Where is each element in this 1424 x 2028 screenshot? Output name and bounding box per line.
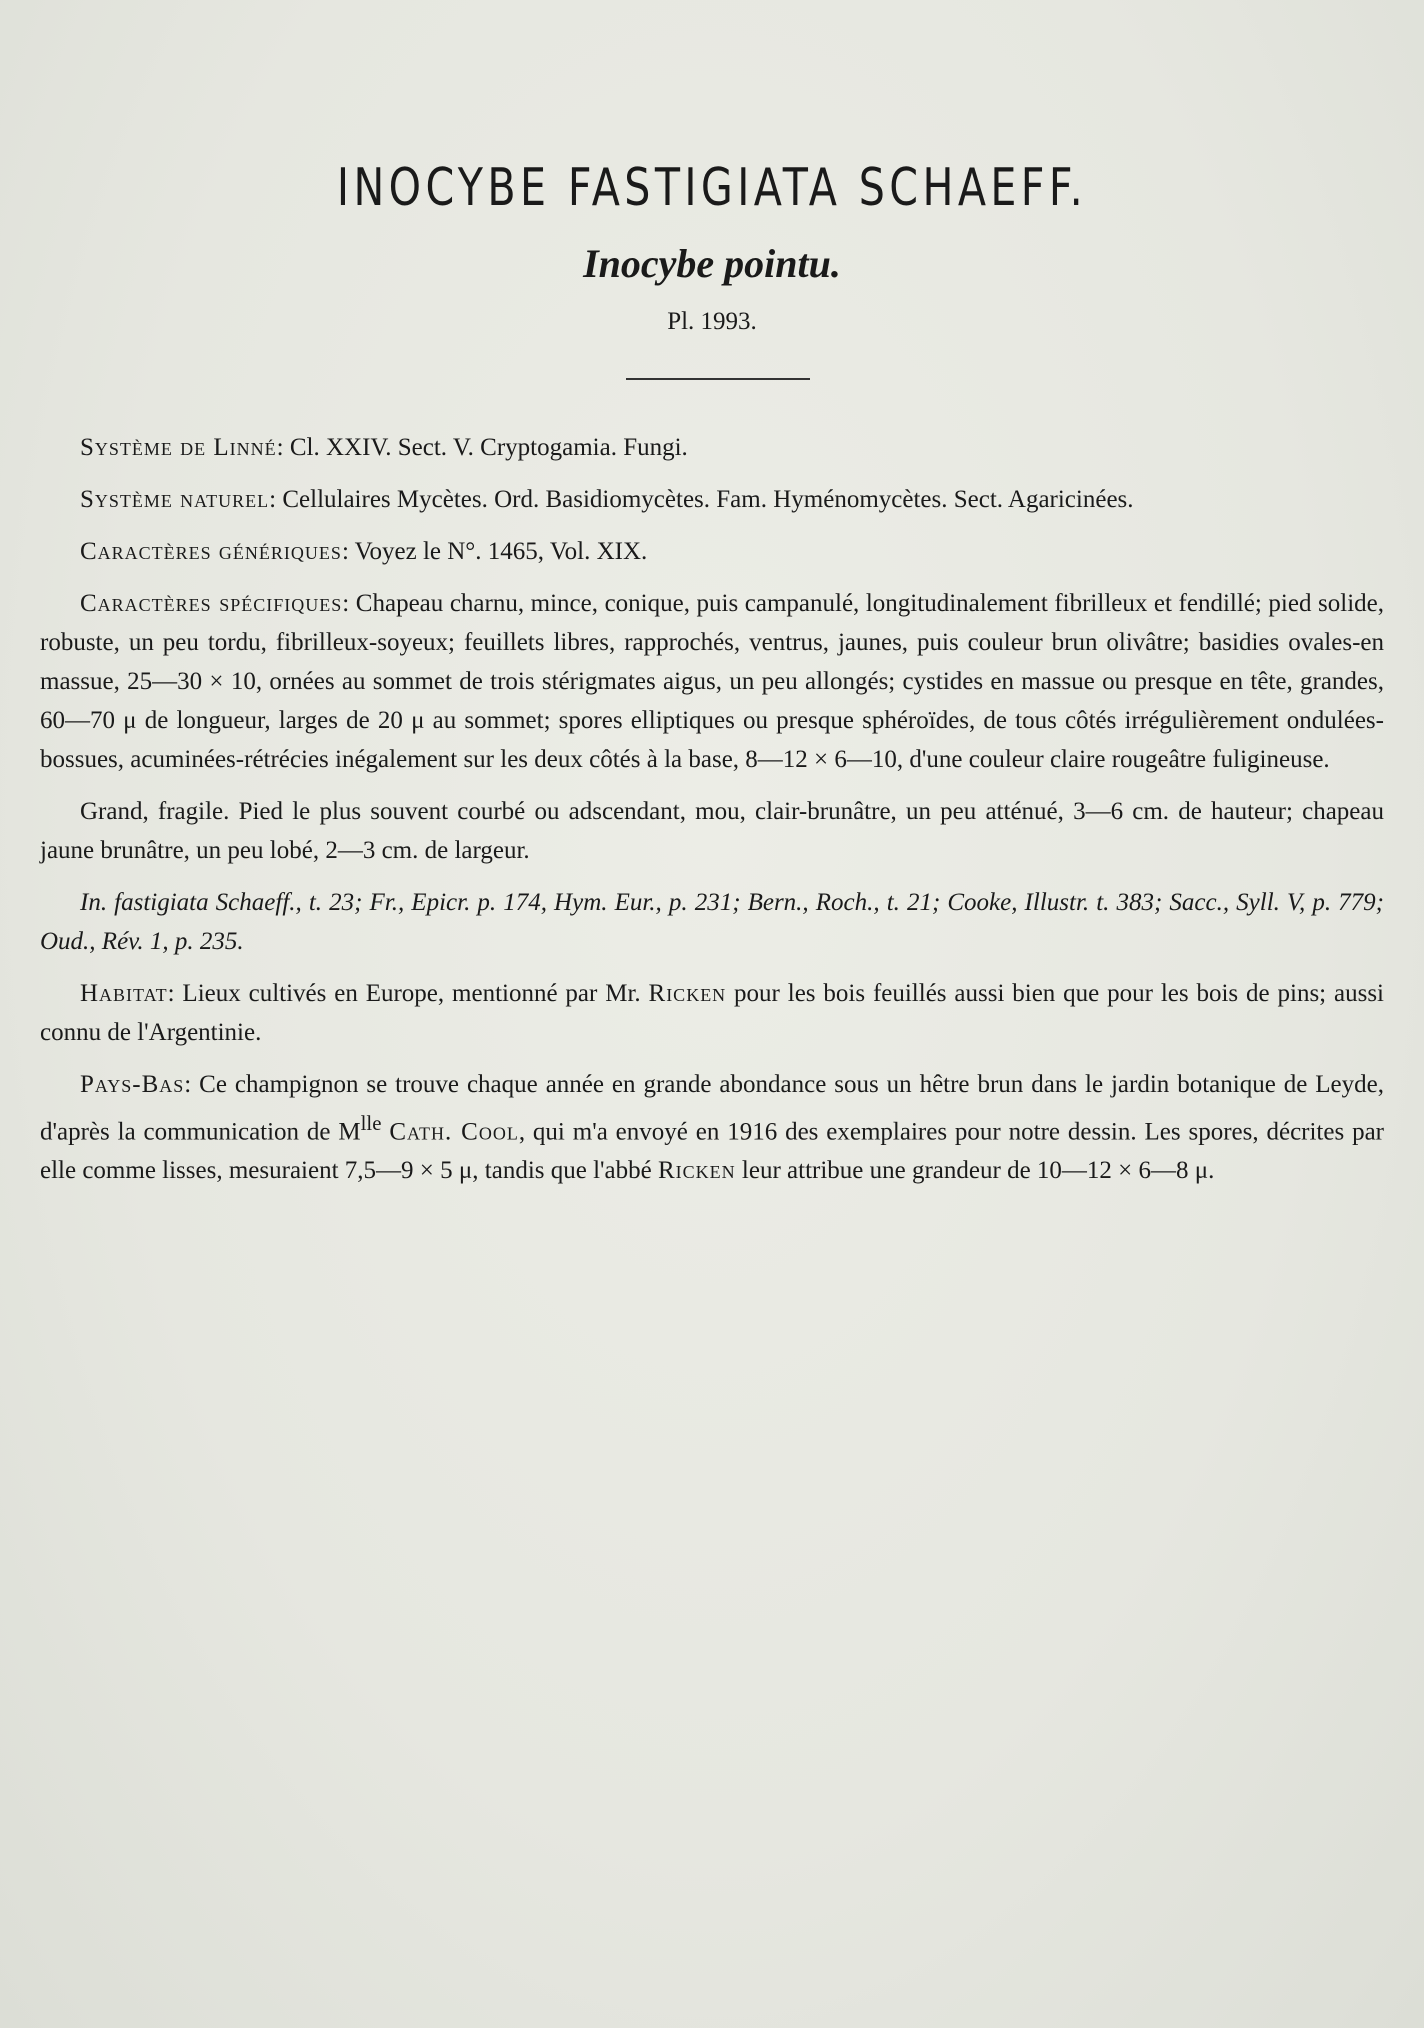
label-naturel: Système naturel [80, 486, 270, 513]
name-cath-cool: Cath. Cool [389, 1118, 519, 1146]
document-body [40, 428, 1384, 1203]
label-linne: Système de Linné [80, 434, 277, 461]
paragraph-references: In. fastigiata Schaeff., t. 23; Fr., Epicr. p. 174, Hym. Eur., p. 231; Bern., Roch., t. 21; Cooke, Illustr. t. 383; Sacc., Syll. V, p. 779; Oud., Rév. 1, p. 235. [40, 889, 1384, 955]
paragraph-habitat [40, 974, 1384, 1052]
paragraph-description: Grand, fragile. Pied le plus souvent courbé ou adscendant, mou, clair-brunâtre, un peu atténué, 3—6 cm. de hauteur; chapeau jaune brunâtre, un peu lobé, 2—3 cm. de largeur. [40, 798, 1384, 864]
label-specifiques: Caractères spécifiques [80, 590, 343, 617]
text-habitat-2: pour les bois feuillés aussi bien que pour les bois de pins; aussi connu de l'Argentinie. [40, 980, 1384, 1046]
title-divider [626, 378, 810, 380]
paragraph-generiques [40, 532, 1384, 571]
text-linne: : Cl. XXIV. Sect. V. Cryptogamia. Fungi. [276, 434, 688, 461]
text-paysbas-2: , qui m'a envoyé en 1916 des exemplaires pour notre dessin. Les spores, décrites par elle comme lisses, mesuraient 7,5—9 × 5 μ, tandis que l'abbé [40, 1118, 1384, 1185]
paragraph-linne [40, 428, 1384, 467]
plate-number: Pl. 1993. [667, 308, 757, 335]
text-naturel: : Cellulaires Mycètes. Ord. Basidiomycètes. Fam. Hyménomycètes. Sect. Agaricinées. [269, 486, 1134, 513]
paragraph-paysbas [40, 1065, 1384, 1190]
label-generiques: Caractères génériques [80, 538, 342, 565]
text-paysbas-1: : Ce champignon se trouve chaque année en grande abondance sous un hêtre brun dans le jardin botanique de Leyde, d'après la communication de M [40, 1071, 1384, 1146]
name-ricken: Ricken [648, 980, 727, 1007]
mlle-superscript: lle [360, 1111, 382, 1135]
paragraph-specifiques [40, 584, 1384, 779]
text-generiques: : Voyez le N°. 1465, Vol. XIX. [341, 538, 648, 565]
label-habitat: Habitat [80, 980, 168, 1007]
name-ricken-2: Ricken [657, 1157, 736, 1185]
page-subtitle: Inocybe pointu. [583, 241, 841, 286]
paragraph-naturel [40, 480, 1384, 519]
text-habitat-1: : Lieux cultivés en Europe, mentionné par Mr. [167, 980, 649, 1007]
text-specifiques: : Chapeau charnu, mince, conique, puis campanulé, longitudinalement fibrilleux et fendillé; pied solide, robuste, un peu tordu, fibrilleux-soyeux; feuillets libres, rapprochés, ventrus, jaunes, puis couleur brun olivâtre; basidies ovales-en massue, 25—30 × 10, ornées au sommet de trois stérigmates aigus, un peu allongés; cystides en massue ou presque en tête, grandes, 60—70 μ de longueur, larges de 20 μ au sommet; spores elliptiques ou presque sphéroïdes, de tous côtés irrégulièrement ondulées-bossues, acuminées-rétrécies inégalement sur les deux côtés à la base, 8—12 × 6—10, d'une couleur claire rougeâtre fuligineuse. [40, 590, 1384, 773]
page-title: INOCYBE FASTIGIATA SCHAEFF. [336, 158, 1088, 218]
label-paysbas: Pays-Bas [80, 1071, 185, 1098]
text-paysbas-3: leur attribue une grandeur de 10—12 × 6—8 μ. [735, 1157, 1215, 1185]
